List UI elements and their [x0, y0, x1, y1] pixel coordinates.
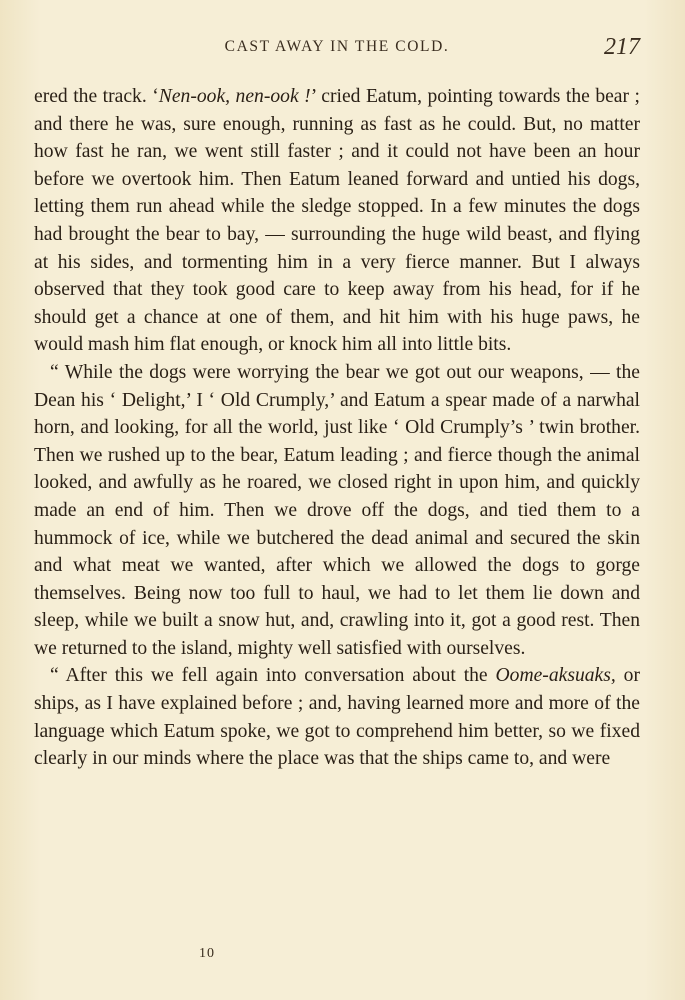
paragraph-2: “ While the dogs were worrying the bear we got out our weapons, — the Dean his ‘ Delight,’ I ‘ Old Crumply,’ and Eatum a spear made of a narwhal horn, and looking, for all the world, just like ‘ Old Crumply’s ’ twin brother. Then we rushed up to the bear, Eatum leading ; and fierce though the animal looked, and awfully as he roared, we closed right in upon him, and quickly made an end of him. Then we drove off the dogs, and tied them to a hummock of ice, while we butchered the dead animal and secured the skin and what meat we wanted, after which we allowed the dogs to gorge themselves. Being now too full to haul, we had to let them lie down and sleep, while we built a snow hut, and, crawling into it, got a good rest. Then we returned to the island, mighty well satisfied with ourselves. [34, 361, 640, 659]
paragraph-1-opening: ered the track. ‘ [34, 86, 159, 107]
running-title: CAST AWAY IN THE COLD. [224, 38, 450, 55]
running-head [34, 34, 640, 64]
paragraph-3-italic-term: Oome-aksuaks, [495, 665, 616, 687]
paragraph-3-opening: “ After this we fell again into conversation about the [50, 665, 496, 687]
paragraph-1-rest: ’ cried Eatum, pointing towards the bear ; and there he was, sure enough, running as fast as he could. But, no matter how fast he ran, we went still faster ; and it could not have been an hour before we overtook him. Then Eatum leaned forward and untied his dogs, letting them run ahead while the sledge stopped. In a few minutes the dogs had brought the bear to bay, — surrounding the huge wild beast, and flying at his sides, and tormenting him in a very fierce manner. But I always observed that they took good care to keep away from his head, for if he should get a chance at one of them, and hit him with his huge paws, he would mash him flat enough, or knock him all into little bits. [34, 86, 640, 356]
paragraph-3-rest: or ships, as I have explained before ; and, having learned more and more of the language which Eatum spoke, we got to comprehend him better, so we fixed clearly in our minds where the place was that the ships came to, and were [34, 665, 640, 770]
signature-mark: 10 [199, 946, 215, 961]
paragraph-1-italic-cry: Nen-ook, nen-ook ! [158, 86, 311, 107]
page-number: 217 [604, 34, 640, 60]
paragraph-1 [34, 83, 640, 359]
body-text [34, 83, 640, 773]
paragraph-3 [34, 662, 640, 772]
